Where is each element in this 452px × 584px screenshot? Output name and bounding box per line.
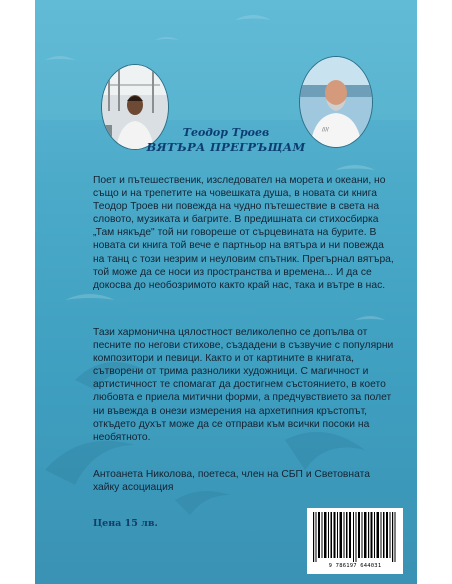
book-back-cover xyxy=(35,0,417,584)
description-paragraph-2: Тази хармонична цялостност великолепно се допълва от песните по негови стихове, създадени в съзвучие с популярни композитори и певици. Както и от картините в книгата, сътворени от трима разнолики художници. С магичност и артистичност те спомагат да достигнем състоянието, в което любовта е приела митични форми, а предчувствието за полет ни въвежда в онези измерения на архетипния кръстопът, откъдето духът може да се отправи към всички посоки на необятното. xyxy=(93,327,394,443)
author-name: Теодор Троев xyxy=(182,126,270,139)
review-signature: Антоанета Николова, поетеса, член на СБП и Световната хайку асоциация xyxy=(93,469,370,494)
description-paragraph-1: Поет и пътешественик, изследовател на морета и океани, но също и на трепетите на човешката душа, в новата си книга Теодор Троев ни повежда на чудно пътешествие в света на словото, музиката и багрите. В предишната си стихосбирка „Там някъде" той ни говореше от сърцевината на бурите. В новата си книга той вече е партньор на вятъра и ни повежда на танц с този незрим и неуловим спътник. Прегърнал вятъра, той може да се носи из пространства и времена... И да се докосва до необозримото както край нас, така и вътре в нас. xyxy=(93,175,394,291)
book-title: ВЯТЪРА ПРЕГРЪЩАМ xyxy=(146,140,306,154)
barcode-icon xyxy=(307,508,403,574)
svg-text:////: //// xyxy=(322,127,329,133)
price-label: Цена 15 лв. xyxy=(93,518,158,529)
barcode-digits: 9 786197 644031 xyxy=(328,563,382,569)
